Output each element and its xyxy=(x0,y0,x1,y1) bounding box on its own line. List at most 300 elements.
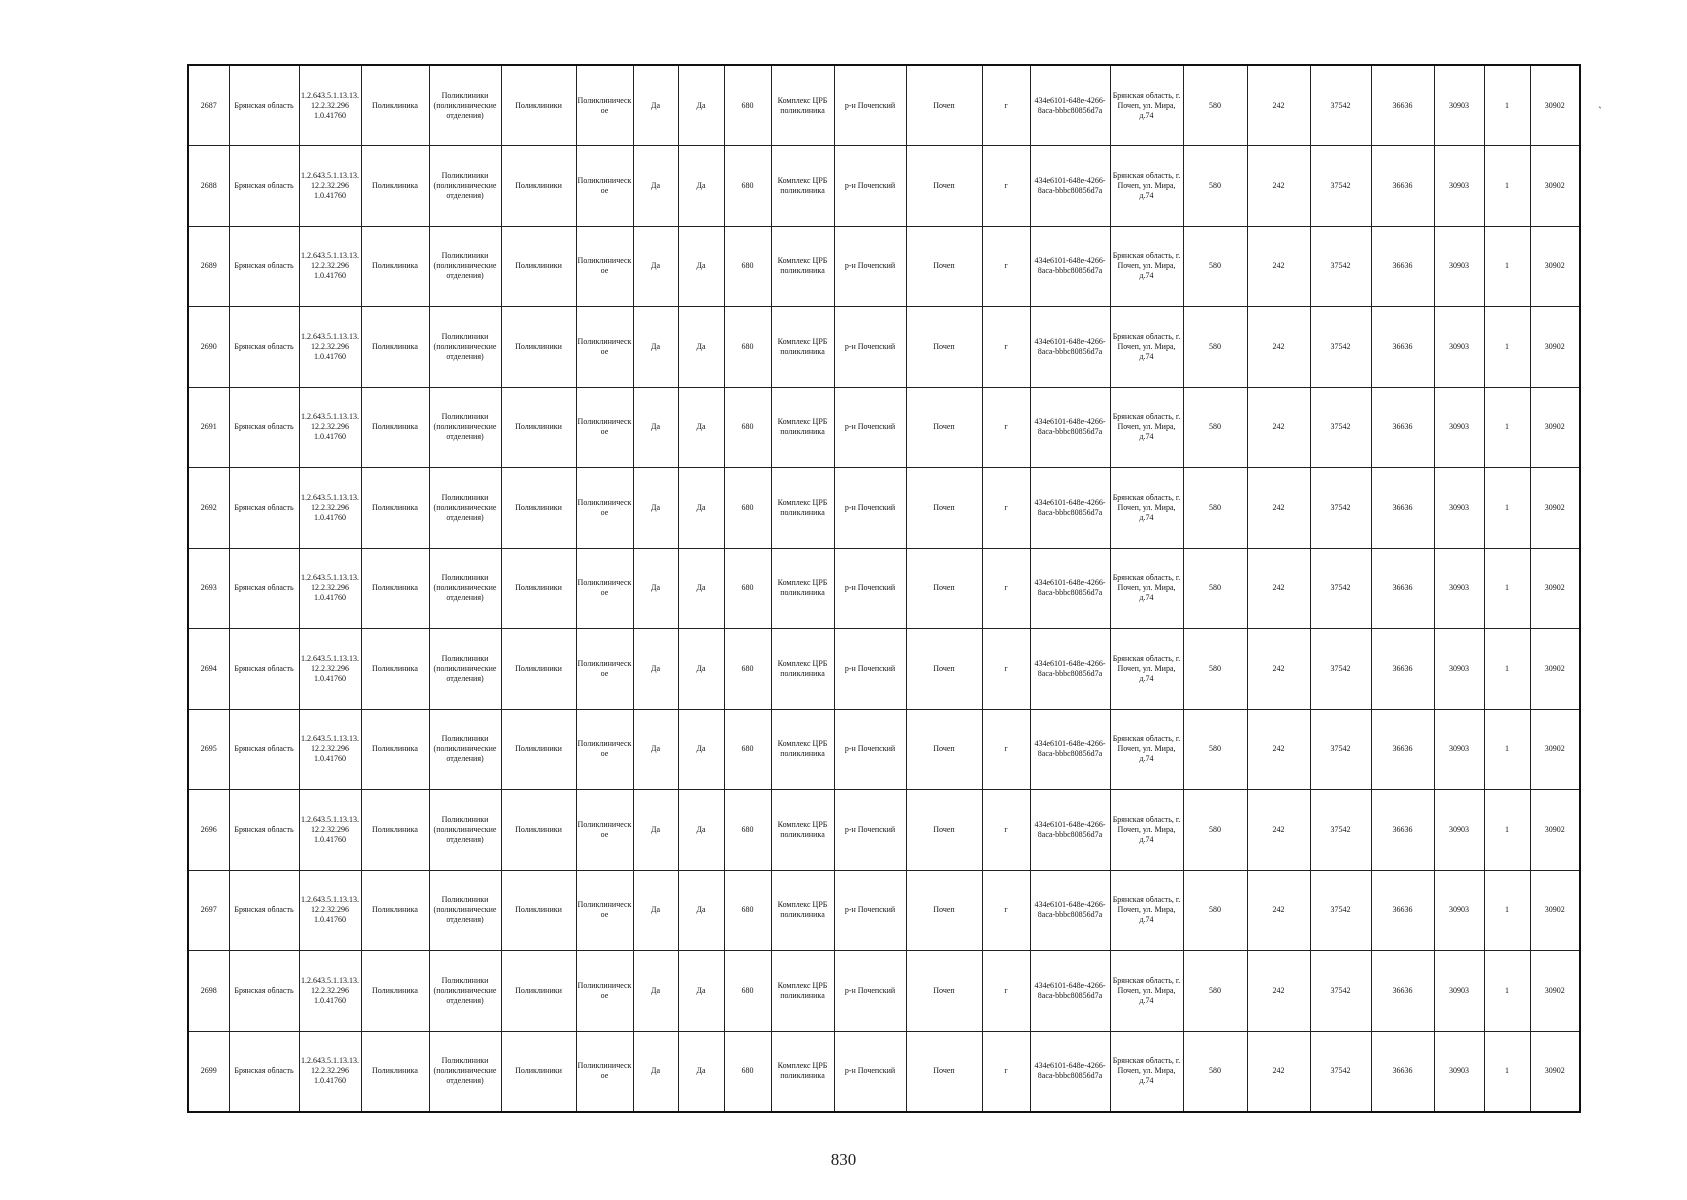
value-cell-e: 30903 xyxy=(1434,226,1484,307)
oid-cell: 1.2.643.5.1.13.13.12.2.32.296 1.0.41760 xyxy=(299,1031,361,1112)
table-row xyxy=(188,709,1580,790)
address-cell: Брянская область, г. Почеп, ул. Мира, д.74 xyxy=(1110,307,1183,388)
care-type-cell: Поликлиническое xyxy=(576,1031,633,1112)
care-type-cell: Поликлиническое xyxy=(576,387,633,468)
table-row xyxy=(188,951,1580,1032)
code-cell: 680 xyxy=(724,307,771,388)
value-cell-d: 36636 xyxy=(1371,65,1434,146)
district-cell: р-н Почепский xyxy=(834,468,906,549)
flag-cell-b: Да xyxy=(678,709,724,790)
org-type-cell: Поликлиника xyxy=(361,65,429,146)
org-type-cell: Поликлиника xyxy=(361,387,429,468)
district-cell: р-н Почепский xyxy=(834,387,906,468)
table-row xyxy=(188,226,1580,307)
care-type-cell: Поликлиническое xyxy=(576,870,633,951)
value-cell-a: 580 xyxy=(1183,146,1247,227)
value-cell-e: 30903 xyxy=(1434,468,1484,549)
table-row xyxy=(188,146,1580,227)
value-cell-e: 30903 xyxy=(1434,307,1484,388)
flag-cell-a: Да xyxy=(633,548,678,629)
row-number-cell: 2694 xyxy=(188,629,229,710)
table-row xyxy=(188,790,1580,871)
org-type-cell: Поликлиника xyxy=(361,709,429,790)
building-name-cell: Комплекс ЦРБ поликлиника xyxy=(771,951,834,1032)
fias-guid-cell: 434e6101-648e-4266-8aca-bbbc80856d7a xyxy=(1030,790,1110,871)
value-cell-g: 30902 xyxy=(1530,548,1580,629)
district-cell: р-н Почепский xyxy=(834,790,906,871)
org-type-cell: Поликлиника xyxy=(361,629,429,710)
structure-type-cell: Поликлиники xyxy=(501,146,576,227)
city-cell: Почеп xyxy=(906,709,982,790)
building-name-cell: Комплекс ЦРБ поликлиника xyxy=(771,870,834,951)
flag-cell-b: Да xyxy=(678,387,724,468)
subdivision-type-cell: Поликлиники (поликлинические отделения) xyxy=(429,790,501,871)
code-cell: 680 xyxy=(724,146,771,227)
structure-type-cell: Поликлиники xyxy=(501,226,576,307)
oid-cell: 1.2.643.5.1.13.13.12.2.32.296 1.0.41760 xyxy=(299,387,361,468)
city-cell: Почеп xyxy=(906,226,982,307)
building-name-cell: Комплекс ЦРБ поликлиника xyxy=(771,146,834,227)
flag-cell-a: Да xyxy=(633,387,678,468)
settlement-type-cell: г xyxy=(982,65,1030,146)
settlement-type-cell: г xyxy=(982,951,1030,1032)
code-cell: 680 xyxy=(724,65,771,146)
value-cell-c: 37542 xyxy=(1310,870,1371,951)
value-cell-d: 36636 xyxy=(1371,870,1434,951)
value-cell-b: 242 xyxy=(1247,387,1310,468)
value-cell-a: 580 xyxy=(1183,629,1247,710)
value-cell-b: 242 xyxy=(1247,468,1310,549)
value-cell-d: 36636 xyxy=(1371,629,1434,710)
value-cell-d: 36636 xyxy=(1371,951,1434,1032)
fias-guid-cell: 434e6101-648e-4266-8aca-bbbc80856d7a xyxy=(1030,870,1110,951)
code-cell: 680 xyxy=(724,226,771,307)
org-type-cell: Поликлиника xyxy=(361,1031,429,1112)
flag-cell-a: Да xyxy=(633,307,678,388)
oid-cell: 1.2.643.5.1.13.13.12.2.32.296 1.0.41760 xyxy=(299,468,361,549)
settlement-type-cell: г xyxy=(982,307,1030,388)
flag-cell-b: Да xyxy=(678,951,724,1032)
oid-cell: 1.2.643.5.1.13.13.12.2.32.296 1.0.41760 xyxy=(299,307,361,388)
structure-type-cell: Поликлиники xyxy=(501,629,576,710)
district-cell: р-н Почепский xyxy=(834,709,906,790)
region-cell: Брянская область xyxy=(229,548,299,629)
value-cell-a: 580 xyxy=(1183,709,1247,790)
row-number-cell: 2689 xyxy=(188,226,229,307)
region-cell: Брянская область xyxy=(229,146,299,227)
value-cell-d: 36636 xyxy=(1371,387,1434,468)
building-name-cell: Комплекс ЦРБ поликлиника xyxy=(771,387,834,468)
region-cell: Брянская область xyxy=(229,951,299,1032)
building-name-cell: Комплекс ЦРБ поликлиника xyxy=(771,307,834,388)
value-cell-g: 30902 xyxy=(1530,307,1580,388)
value-cell-c: 37542 xyxy=(1310,307,1371,388)
structure-type-cell: Поликлиники xyxy=(501,870,576,951)
subdivision-type-cell: Поликлиники (поликлинические отделения) xyxy=(429,65,501,146)
district-cell: р-н Почепский xyxy=(834,226,906,307)
subdivision-type-cell: Поликлиники (поликлинические отделения) xyxy=(429,468,501,549)
region-cell: Брянская область xyxy=(229,65,299,146)
value-cell-g: 30902 xyxy=(1530,1031,1580,1112)
value-cell-f: 1 xyxy=(1484,468,1530,549)
org-type-cell: Поликлиника xyxy=(361,790,429,871)
city-cell: Почеп xyxy=(906,790,982,871)
building-name-cell: Комплекс ЦРБ поликлиника xyxy=(771,468,834,549)
value-cell-a: 580 xyxy=(1183,65,1247,146)
region-cell: Брянская область xyxy=(229,226,299,307)
structure-type-cell: Поликлиники xyxy=(501,387,576,468)
settlement-type-cell: г xyxy=(982,387,1030,468)
row-number-cell: 2690 xyxy=(188,307,229,388)
oid-cell: 1.2.643.5.1.13.13.12.2.32.296 1.0.41760 xyxy=(299,146,361,227)
code-cell: 680 xyxy=(724,548,771,629)
settlement-type-cell: г xyxy=(982,1031,1030,1112)
fias-guid-cell: 434e6101-648e-4266-8aca-bbbc80856d7a xyxy=(1030,951,1110,1032)
care-type-cell: Поликлиническое xyxy=(576,468,633,549)
subdivision-type-cell: Поликлиники (поликлинические отделения) xyxy=(429,548,501,629)
city-cell: Почеп xyxy=(906,65,982,146)
code-cell: 680 xyxy=(724,790,771,871)
flag-cell-a: Да xyxy=(633,65,678,146)
value-cell-g: 30902 xyxy=(1530,951,1580,1032)
city-cell: Почеп xyxy=(906,146,982,227)
table-row xyxy=(188,1031,1580,1112)
address-cell: Брянская область, г. Почеп, ул. Мира, д.74 xyxy=(1110,146,1183,227)
value-cell-g: 30902 xyxy=(1530,870,1580,951)
region-cell: Брянская область xyxy=(229,468,299,549)
flag-cell-a: Да xyxy=(633,951,678,1032)
value-cell-c: 37542 xyxy=(1310,951,1371,1032)
city-cell: Почеп xyxy=(906,387,982,468)
value-cell-b: 242 xyxy=(1247,226,1310,307)
city-cell: Почеп xyxy=(906,548,982,629)
subdivision-type-cell: Поликлиники (поликлинические отделения) xyxy=(429,226,501,307)
care-type-cell: Поликлиническое xyxy=(576,307,633,388)
address-cell: Брянская область, г. Почеп, ул. Мира, д.74 xyxy=(1110,951,1183,1032)
value-cell-d: 36636 xyxy=(1371,709,1434,790)
oid-cell: 1.2.643.5.1.13.13.12.2.32.296 1.0.41760 xyxy=(299,548,361,629)
code-cell: 680 xyxy=(724,951,771,1032)
region-cell: Брянская область xyxy=(229,709,299,790)
row-number-cell: 2697 xyxy=(188,870,229,951)
city-cell: Почеп xyxy=(906,307,982,388)
fias-guid-cell: 434e6101-648e-4266-8aca-bbbc80856d7a xyxy=(1030,146,1110,227)
subdivision-type-cell: Поликлиники (поликлинические отделения) xyxy=(429,870,501,951)
district-cell: р-н Почепский xyxy=(834,65,906,146)
row-number-cell: 2692 xyxy=(188,468,229,549)
value-cell-e: 30903 xyxy=(1434,146,1484,227)
fias-guid-cell: 434e6101-648e-4266-8aca-bbbc80856d7a xyxy=(1030,65,1110,146)
value-cell-e: 30903 xyxy=(1434,951,1484,1032)
city-cell: Почеп xyxy=(906,468,982,549)
settlement-type-cell: г xyxy=(982,548,1030,629)
structure-type-cell: Поликлиники xyxy=(501,709,576,790)
fias-guid-cell: 434e6101-648e-4266-8aca-bbbc80856d7a xyxy=(1030,226,1110,307)
care-type-cell: Поликлиническое xyxy=(576,548,633,629)
row-number-cell: 2699 xyxy=(188,1031,229,1112)
value-cell-f: 1 xyxy=(1484,1031,1530,1112)
address-cell: Брянская область, г. Почеп, ул. Мира, д.74 xyxy=(1110,1031,1183,1112)
code-cell: 680 xyxy=(724,629,771,710)
flag-cell-b: Да xyxy=(678,629,724,710)
flag-cell-a: Да xyxy=(633,468,678,549)
city-cell: Почеп xyxy=(906,951,982,1032)
value-cell-b: 242 xyxy=(1247,629,1310,710)
flag-cell-b: Да xyxy=(678,146,724,227)
value-cell-b: 242 xyxy=(1247,65,1310,146)
value-cell-f: 1 xyxy=(1484,709,1530,790)
district-cell: р-н Почепский xyxy=(834,307,906,388)
structure-type-cell: Поликлиники xyxy=(501,307,576,388)
org-type-cell: Поликлиника xyxy=(361,146,429,227)
value-cell-b: 242 xyxy=(1247,307,1310,388)
flag-cell-a: Да xyxy=(633,629,678,710)
value-cell-f: 1 xyxy=(1484,790,1530,871)
table-row xyxy=(188,387,1580,468)
value-cell-b: 242 xyxy=(1247,709,1310,790)
value-cell-g: 30902 xyxy=(1530,709,1580,790)
flag-cell-a: Да xyxy=(633,226,678,307)
code-cell: 680 xyxy=(724,1031,771,1112)
flag-cell-b: Да xyxy=(678,870,724,951)
value-cell-e: 30903 xyxy=(1434,790,1484,871)
flag-cell-b: Да xyxy=(678,468,724,549)
table-body xyxy=(188,65,1580,1112)
region-cell: Брянская область xyxy=(229,629,299,710)
value-cell-a: 580 xyxy=(1183,1031,1247,1112)
structure-type-cell: Поликлиники xyxy=(501,548,576,629)
table-row xyxy=(188,307,1580,388)
oid-cell: 1.2.643.5.1.13.13.12.2.32.296 1.0.41760 xyxy=(299,870,361,951)
address-cell: Брянская область, г. Почеп, ул. Мира, д.74 xyxy=(1110,629,1183,710)
structure-type-cell: Поликлиники xyxy=(501,790,576,871)
building-name-cell: Комплекс ЦРБ поликлиника xyxy=(771,548,834,629)
city-cell: Почеп xyxy=(906,1031,982,1112)
value-cell-c: 37542 xyxy=(1310,1031,1371,1112)
flag-cell-b: Да xyxy=(678,226,724,307)
value-cell-c: 37542 xyxy=(1310,548,1371,629)
fias-guid-cell: 434e6101-648e-4266-8aca-bbbc80856d7a xyxy=(1030,387,1110,468)
value-cell-g: 30902 xyxy=(1530,629,1580,710)
value-cell-d: 36636 xyxy=(1371,226,1434,307)
value-cell-c: 37542 xyxy=(1310,790,1371,871)
value-cell-a: 580 xyxy=(1183,870,1247,951)
code-cell: 680 xyxy=(724,709,771,790)
value-cell-e: 30903 xyxy=(1434,1031,1484,1112)
row-number-cell: 2688 xyxy=(188,146,229,227)
org-type-cell: Поликлиника xyxy=(361,548,429,629)
value-cell-b: 242 xyxy=(1247,1031,1310,1112)
table-row xyxy=(188,870,1580,951)
flag-cell-b: Да xyxy=(678,1031,724,1112)
value-cell-e: 30903 xyxy=(1434,548,1484,629)
care-type-cell: Поликлиническое xyxy=(576,709,633,790)
org-type-cell: Поликлиника xyxy=(361,951,429,1032)
oid-cell: 1.2.643.5.1.13.13.12.2.32.296 1.0.41760 xyxy=(299,629,361,710)
settlement-type-cell: г xyxy=(982,629,1030,710)
region-cell: Брянская область xyxy=(229,1031,299,1112)
structure-type-cell: Поликлиники xyxy=(501,468,576,549)
building-name-cell: Комплекс ЦРБ поликлиника xyxy=(771,709,834,790)
value-cell-c: 37542 xyxy=(1310,709,1371,790)
value-cell-g: 30902 xyxy=(1530,790,1580,871)
value-cell-f: 1 xyxy=(1484,226,1530,307)
value-cell-c: 37542 xyxy=(1310,468,1371,549)
region-cell: Брянская область xyxy=(229,307,299,388)
subdivision-type-cell: Поликлиники (поликлинические отделения) xyxy=(429,629,501,710)
code-cell: 680 xyxy=(724,387,771,468)
value-cell-a: 580 xyxy=(1183,468,1247,549)
value-cell-a: 580 xyxy=(1183,387,1247,468)
table-row xyxy=(188,468,1580,549)
address-cell: Брянская область, г. Почеп, ул. Мира, д.74 xyxy=(1110,790,1183,871)
value-cell-f: 1 xyxy=(1484,951,1530,1032)
care-type-cell: Поликлиническое xyxy=(576,951,633,1032)
flag-cell-b: Да xyxy=(678,307,724,388)
structure-type-cell: Поликлиники xyxy=(501,65,576,146)
value-cell-g: 30902 xyxy=(1530,226,1580,307)
value-cell-a: 580 xyxy=(1183,226,1247,307)
care-type-cell: Поликлиническое xyxy=(576,226,633,307)
address-cell: Брянская область, г. Почеп, ул. Мира, д.74 xyxy=(1110,468,1183,549)
value-cell-g: 30902 xyxy=(1530,146,1580,227)
city-cell: Почеп xyxy=(906,870,982,951)
value-cell-d: 36636 xyxy=(1371,307,1434,388)
subdivision-type-cell: Поликлиники (поликлинические отделения) xyxy=(429,146,501,227)
row-number-cell: 2696 xyxy=(188,790,229,871)
row-number-cell: 2693 xyxy=(188,548,229,629)
fias-guid-cell: 434e6101-648e-4266-8aca-bbbc80856d7a xyxy=(1030,629,1110,710)
address-cell: Брянская область, г. Почеп, ул. Мира, д.74 xyxy=(1110,870,1183,951)
code-cell: 680 xyxy=(724,870,771,951)
value-cell-f: 1 xyxy=(1484,870,1530,951)
flag-cell-a: Да xyxy=(633,146,678,227)
value-cell-e: 30903 xyxy=(1434,709,1484,790)
value-cell-f: 1 xyxy=(1484,146,1530,227)
value-cell-b: 242 xyxy=(1247,146,1310,227)
building-name-cell: Комплекс ЦРБ поликлиника xyxy=(771,65,834,146)
value-cell-d: 36636 xyxy=(1371,790,1434,871)
value-cell-c: 37542 xyxy=(1310,65,1371,146)
value-cell-d: 36636 xyxy=(1371,468,1434,549)
oid-cell: 1.2.643.5.1.13.13.12.2.32.296 1.0.41760 xyxy=(299,951,361,1032)
flag-cell-b: Да xyxy=(678,548,724,629)
structure-type-cell: Поликлиники xyxy=(501,951,576,1032)
value-cell-e: 30903 xyxy=(1434,870,1484,951)
code-cell: 680 xyxy=(724,468,771,549)
address-cell: Брянская область, г. Почеп, ул. Мира, д.74 xyxy=(1110,387,1183,468)
value-cell-d: 36636 xyxy=(1371,1031,1434,1112)
address-cell: Брянская область, г. Почеп, ул. Мира, д.74 xyxy=(1110,709,1183,790)
value-cell-a: 580 xyxy=(1183,548,1247,629)
building-name-cell: Комплекс ЦРБ поликлиника xyxy=(771,1031,834,1112)
district-cell: р-н Почепский xyxy=(834,870,906,951)
region-cell: Брянская область xyxy=(229,387,299,468)
value-cell-a: 580 xyxy=(1183,307,1247,388)
address-cell: Брянская область, г. Почеп, ул. Мира, д.74 xyxy=(1110,65,1183,146)
value-cell-g: 30902 xyxy=(1530,65,1580,146)
care-type-cell: Поликлиническое xyxy=(576,146,633,227)
subdivision-type-cell: Поликлиники (поликлинические отделения) xyxy=(429,951,501,1032)
city-cell: Почеп xyxy=(906,629,982,710)
district-cell: р-н Почепский xyxy=(834,951,906,1032)
table-row xyxy=(188,65,1580,146)
settlement-type-cell: г xyxy=(982,226,1030,307)
value-cell-f: 1 xyxy=(1484,629,1530,710)
value-cell-c: 37542 xyxy=(1310,146,1371,227)
subdivision-type-cell: Поликлиники (поликлинические отделения) xyxy=(429,709,501,790)
value-cell-g: 30902 xyxy=(1530,387,1580,468)
value-cell-e: 30903 xyxy=(1434,387,1484,468)
value-cell-d: 36636 xyxy=(1371,548,1434,629)
value-cell-g: 30902 xyxy=(1530,468,1580,549)
oid-cell: 1.2.643.5.1.13.13.12.2.32.296 1.0.41760 xyxy=(299,65,361,146)
oid-cell: 1.2.643.5.1.13.13.12.2.32.296 1.0.41760 xyxy=(299,790,361,871)
settlement-type-cell: г xyxy=(982,709,1030,790)
oid-cell: 1.2.643.5.1.13.13.12.2.32.296 1.0.41760 xyxy=(299,709,361,790)
row-number-cell: 2695 xyxy=(188,709,229,790)
value-cell-c: 37542 xyxy=(1310,629,1371,710)
settlement-type-cell: г xyxy=(982,870,1030,951)
region-cell: Брянская область xyxy=(229,790,299,871)
document-sheet xyxy=(187,64,1565,1111)
fias-guid-cell: 434e6101-648e-4266-8aca-bbbc80856d7a xyxy=(1030,548,1110,629)
value-cell-f: 1 xyxy=(1484,548,1530,629)
value-cell-b: 242 xyxy=(1247,790,1310,871)
flag-cell-a: Да xyxy=(633,1031,678,1112)
scan-mark: ` xyxy=(1598,104,1602,118)
table-row xyxy=(188,629,1580,710)
value-cell-b: 242 xyxy=(1247,870,1310,951)
value-cell-f: 1 xyxy=(1484,387,1530,468)
flag-cell-b: Да xyxy=(678,65,724,146)
district-cell: р-н Почепский xyxy=(834,1031,906,1112)
building-name-cell: Комплекс ЦРБ поликлиника xyxy=(771,790,834,871)
table-row xyxy=(188,548,1580,629)
page-number: 830 xyxy=(830,1150,857,1169)
fias-guid-cell: 434e6101-648e-4266-8aca-bbbc80856d7a xyxy=(1030,468,1110,549)
fias-guid-cell: 434e6101-648e-4266-8aca-bbbc80856d7a xyxy=(1030,1031,1110,1112)
org-type-cell: Поликлиника xyxy=(361,468,429,549)
value-cell-b: 242 xyxy=(1247,951,1310,1032)
region-cell: Брянская область xyxy=(229,870,299,951)
building-name-cell: Комплекс ЦРБ поликлиника xyxy=(771,226,834,307)
org-type-cell: Поликлиника xyxy=(361,226,429,307)
oid-cell: 1.2.643.5.1.13.13.12.2.32.296 1.0.41760 xyxy=(299,226,361,307)
district-cell: р-н Почепский xyxy=(834,548,906,629)
structure-type-cell: Поликлиники xyxy=(501,1031,576,1112)
subdivision-type-cell: Поликлиники (поликлинические отделения) xyxy=(429,307,501,388)
building-name-cell: Комплекс ЦРБ поликлиника xyxy=(771,629,834,710)
value-cell-b: 242 xyxy=(1247,548,1310,629)
value-cell-f: 1 xyxy=(1484,307,1530,388)
address-cell: Брянская область, г. Почеп, ул. Мира, д.74 xyxy=(1110,226,1183,307)
subdivision-type-cell: Поликлиники (поликлинические отделения) xyxy=(429,1031,501,1112)
value-cell-a: 580 xyxy=(1183,951,1247,1032)
row-number-cell: 2698 xyxy=(188,951,229,1032)
address-cell: Брянская область, г. Почеп, ул. Мира, д.74 xyxy=(1110,548,1183,629)
fias-guid-cell: 434e6101-648e-4266-8aca-bbbc80856d7a xyxy=(1030,709,1110,790)
fias-guid-cell: 434e6101-648e-4266-8aca-bbbc80856d7a xyxy=(1030,307,1110,388)
row-number-cell: 2687 xyxy=(188,65,229,146)
care-type-cell: Поликлиническое xyxy=(576,790,633,871)
flag-cell-a: Да xyxy=(633,790,678,871)
district-cell: р-н Почепский xyxy=(834,146,906,227)
settlement-type-cell: г xyxy=(982,146,1030,227)
flag-cell-a: Да xyxy=(633,709,678,790)
value-cell-f: 1 xyxy=(1484,65,1530,146)
registry-table xyxy=(187,64,1581,1113)
